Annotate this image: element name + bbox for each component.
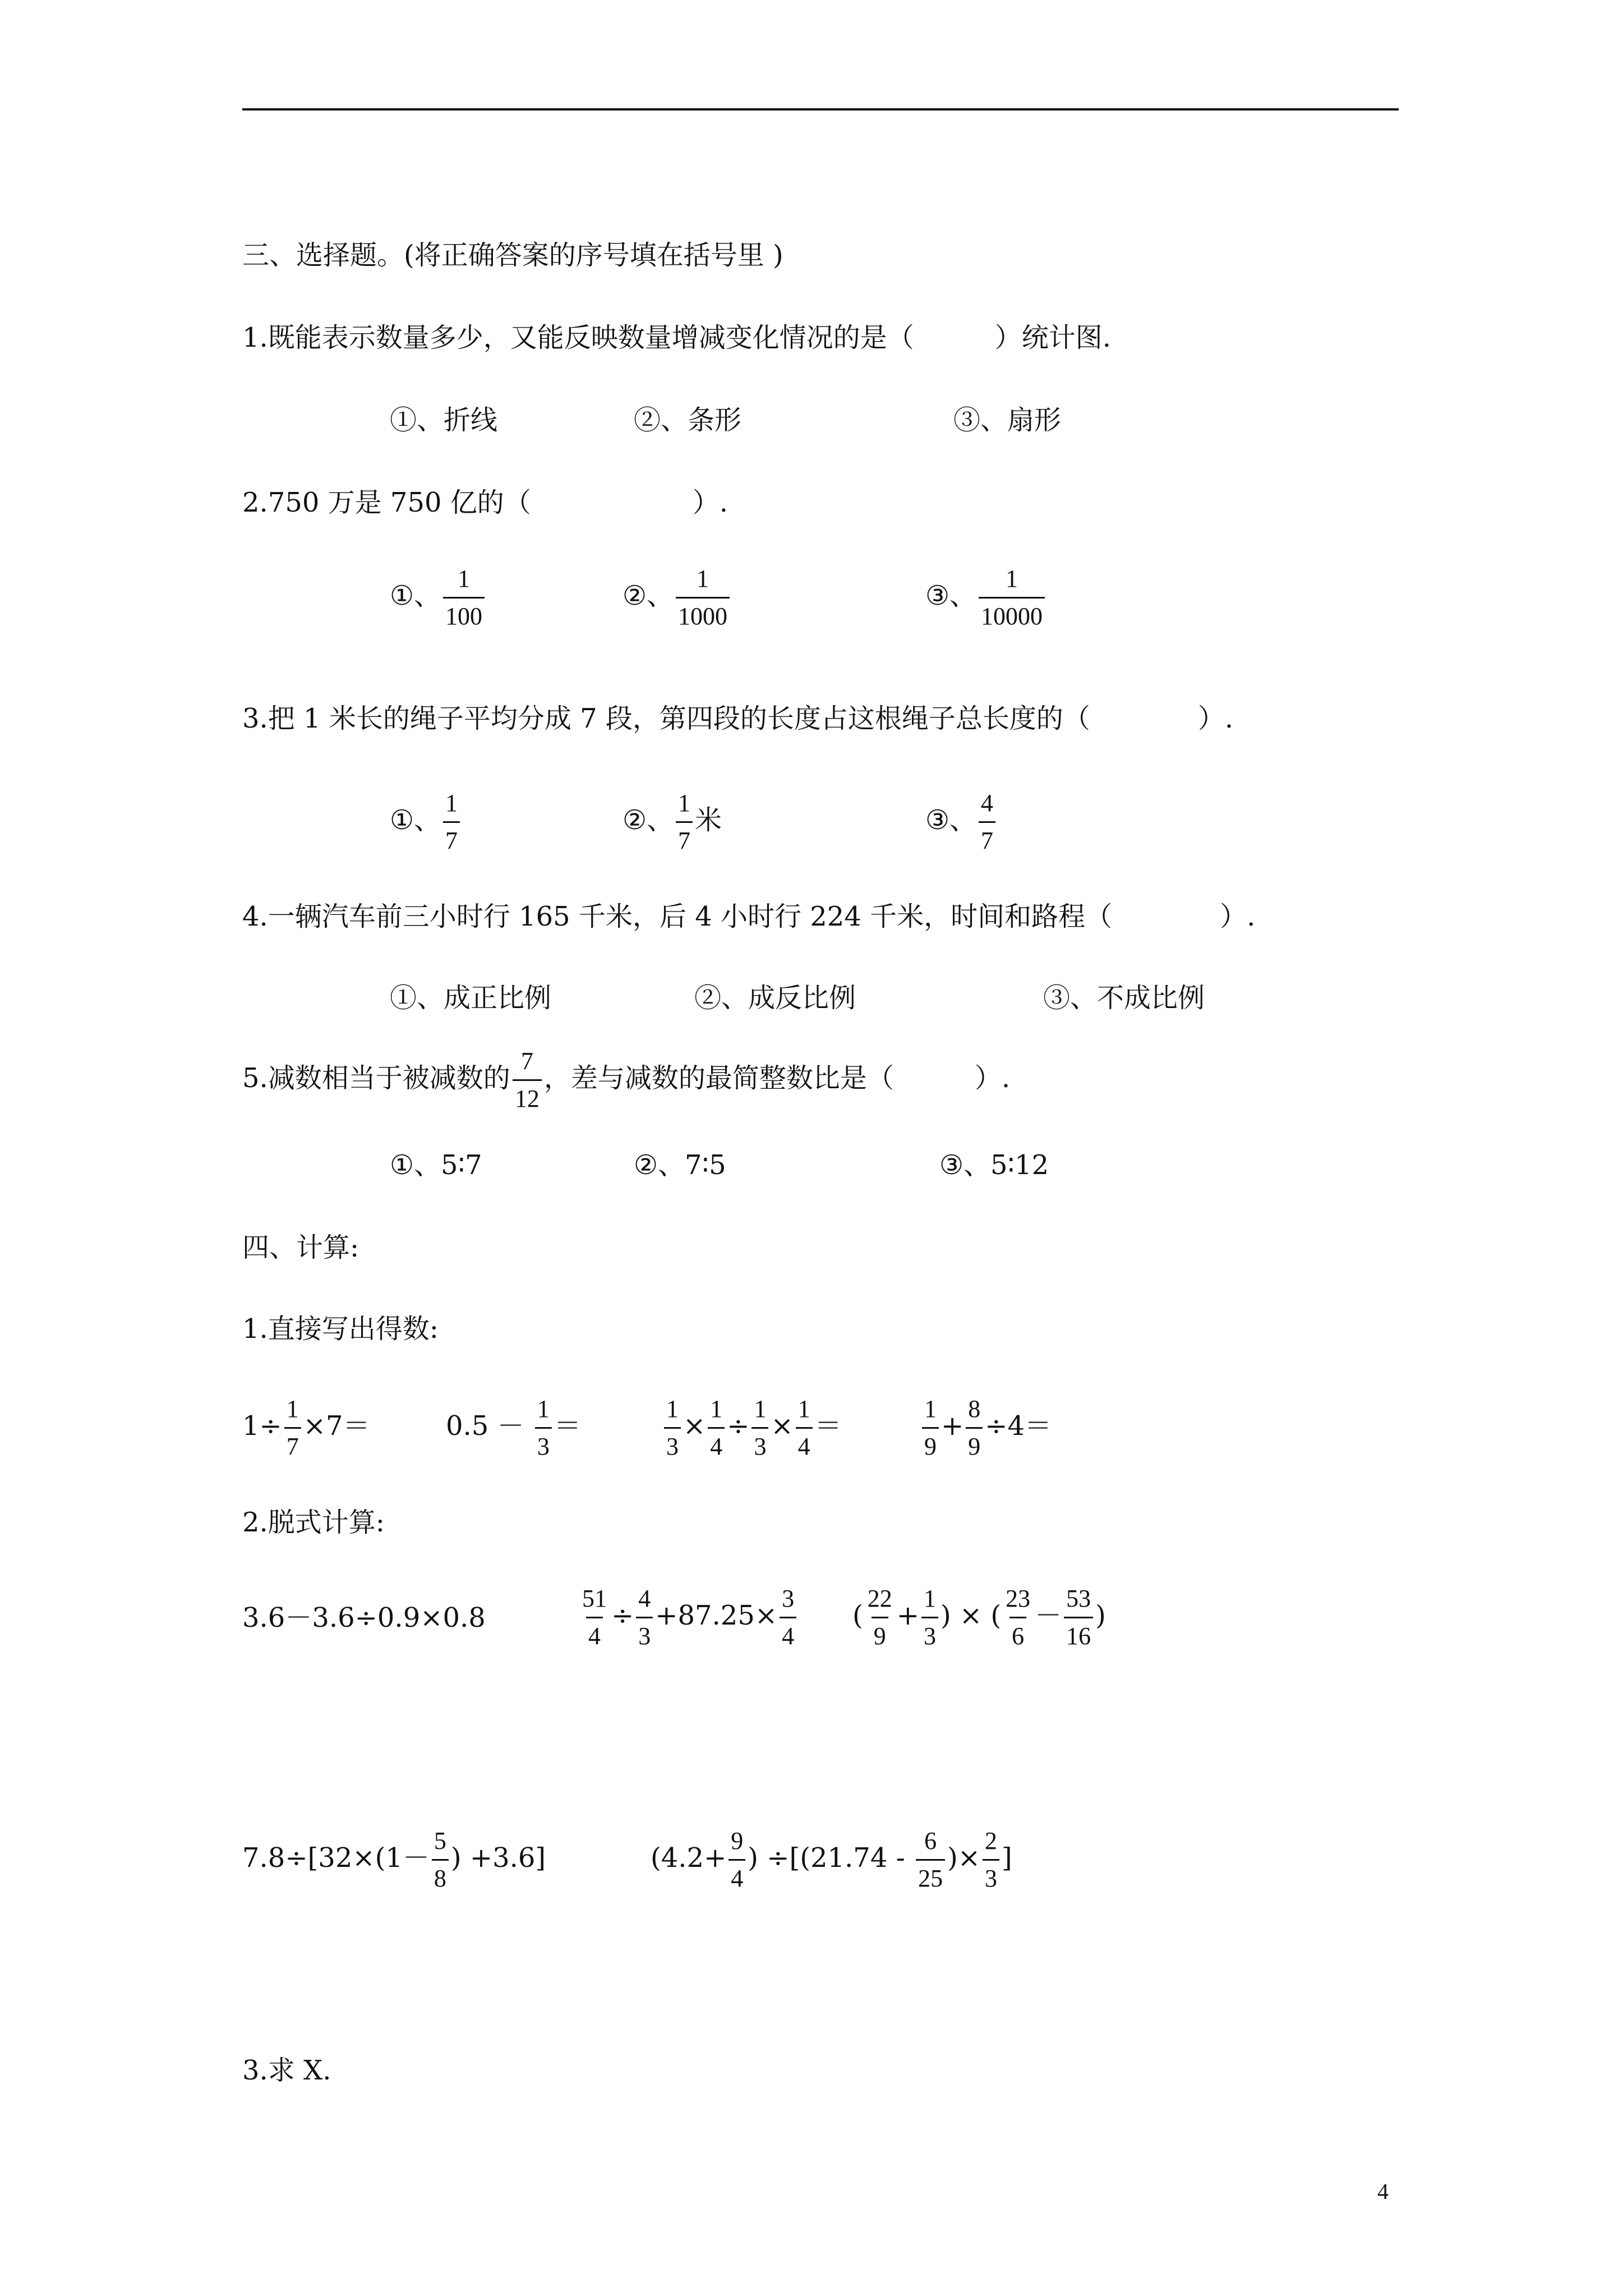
expression-7: ( $\frac{22}{9}$ + $\frac{1}{3}$ ) × ( $\frac{23}{6}$ － $\frac{53}{16}$ ) [852, 1585, 1106, 1650]
section3-heading: 三、选择题。(将正确答案的序号填在括号里 ) [242, 240, 783, 271]
fraction: $\frac{1}{3}$ [664, 1397, 681, 1459]
fraction: $\frac{6}{25}$ [916, 1829, 945, 1891]
fraction: $\frac{1}{4}$ [708, 1397, 725, 1459]
fraction: $\frac{7}{12}$ [513, 1049, 542, 1111]
question-1: 1.既能表示数量多少，又能反映数量增减变化情况的是（ ）统计图. [242, 322, 1112, 353]
fraction: $\frac{4}{7}$ [979, 791, 995, 853]
expression-5: 3.6－3.6÷0.9×0.8 [242, 1602, 486, 1634]
page-number: 4 [1377, 2179, 1389, 2204]
section4-heading: 四、计算: [242, 1232, 359, 1263]
fraction: $\frac{1}{1000}$ [676, 567, 730, 629]
fraction: $\frac{8}{9}$ [966, 1397, 983, 1459]
q3-option-1: ①、 $\frac{1}{7}$ [390, 791, 462, 853]
q2-option-2: ②、 $\frac{1}{1000}$ [623, 567, 732, 629]
q1-option-3: ③、扇形 [953, 404, 1062, 436]
fraction: $\frac{53}{16}$ [1064, 1586, 1093, 1649]
fraction: $\frac{22}{9}$ [867, 1585, 892, 1650]
q1-option-2: ②、条形 [634, 404, 742, 436]
fraction: $\frac{1}{7}$ [676, 791, 693, 853]
subsection-step-calculation: 2.脱式计算: [242, 1507, 385, 1538]
question-5: 5.减数相当于被减数的 $\frac{7}{12}$ ，差与减数的最简整数比是（ ）. [242, 1047, 1011, 1112]
expression-9: (4.2+ $\frac{9}{4}$ ) ÷[(21.74 - $\frac{6}{25}$ )× $\frac{2}{3}$ ] [651, 1827, 1012, 1892]
fraction: $\frac{1}{4}$ [796, 1397, 813, 1459]
subsection-direct-answers: 1.直接写出得数: [242, 1313, 439, 1345]
subsection-solve-x: 3.求 X. [242, 2055, 331, 2086]
q1-option-1: ①、折线 [390, 404, 498, 436]
expression-3: $\frac{1}{3}$ × $\frac{1}{4}$ ÷ $\frac{1}{3}$ × $\frac{1}{4}$ ＝ [662, 1397, 842, 1459]
question-2: 2.750 万是 750 亿的（ ）. [242, 487, 728, 518]
fraction: $\frac{4}{3}$ [636, 1586, 653, 1649]
expression-6: $\frac{51}{4}$ ÷ $\frac{4}{3}$ +87.25× $\frac{3}{4}$ [578, 1586, 799, 1649]
fraction: $\frac{1}{3}$ [921, 1586, 938, 1649]
q3-option-3: ③、 $\frac{4}{7}$ [925, 791, 998, 853]
q5-option-1: ①、5∶7 [390, 1149, 482, 1181]
expression-8: 7.8÷[32×(1－ $\frac{5}{8}$ ) +3.6] [242, 1827, 546, 1892]
fraction: $\frac{1}{7}$ [443, 791, 460, 853]
question-3: 3.把 1 米长的绳子平均分成 7 段，第四段的长度占这根绳子总长度的（ ）. [242, 703, 1234, 734]
fraction: $\frac{1}{9}$ [922, 1397, 939, 1459]
fraction: $\frac{5}{8}$ [432, 1829, 449, 1891]
q4-option-1: ①、成正比例 [390, 982, 552, 1014]
q2-option-3: ③、 $\frac{1}{10000}$ [925, 567, 1047, 629]
q5-option-3: ③、5∶12 [939, 1149, 1049, 1181]
question-4: 4.一辆汽车前三小时行 165 千米，后 4 小时行 224 千米，时间和路程（ ）. [242, 901, 1256, 932]
fraction: $\frac{2}{3}$ [983, 1829, 999, 1891]
fraction: $\frac{1}{3}$ [535, 1397, 552, 1459]
fraction: $\frac{1}{3}$ [751, 1397, 768, 1459]
fraction: $\frac{51}{4}$ [582, 1585, 607, 1650]
fraction: $\frac{1}{10000}$ [979, 567, 1045, 629]
header-rule [242, 108, 1399, 111]
expression-1: 1÷ $\frac{1}{7}$ ×7＝ [242, 1395, 370, 1460]
fraction: $\frac{1}{7}$ [284, 1397, 301, 1459]
q5-option-2: ②、7∶5 [634, 1149, 726, 1181]
fraction: $\frac{1}{100}$ [443, 567, 485, 629]
expression-4: $\frac{1}{9}$ + $\frac{8}{9}$ ÷4＝ [920, 1397, 1052, 1459]
q4-option-2: ②、成反比例 [694, 982, 856, 1014]
fraction: $\frac{9}{4}$ [728, 1829, 745, 1891]
fraction: $\frac{3}{4}$ [780, 1586, 796, 1649]
q2-option-1: ①、 $\frac{1}{100}$ [390, 567, 487, 629]
expression-2: 0.5 － $\frac{1}{3}$ ＝ [446, 1395, 581, 1460]
q4-option-3: ③、不成比例 [1043, 982, 1205, 1014]
q3-option-2: ②、 $\frac{1}{7}$ 米 [623, 789, 722, 854]
fraction: $\frac{23}{6}$ [1006, 1585, 1031, 1650]
